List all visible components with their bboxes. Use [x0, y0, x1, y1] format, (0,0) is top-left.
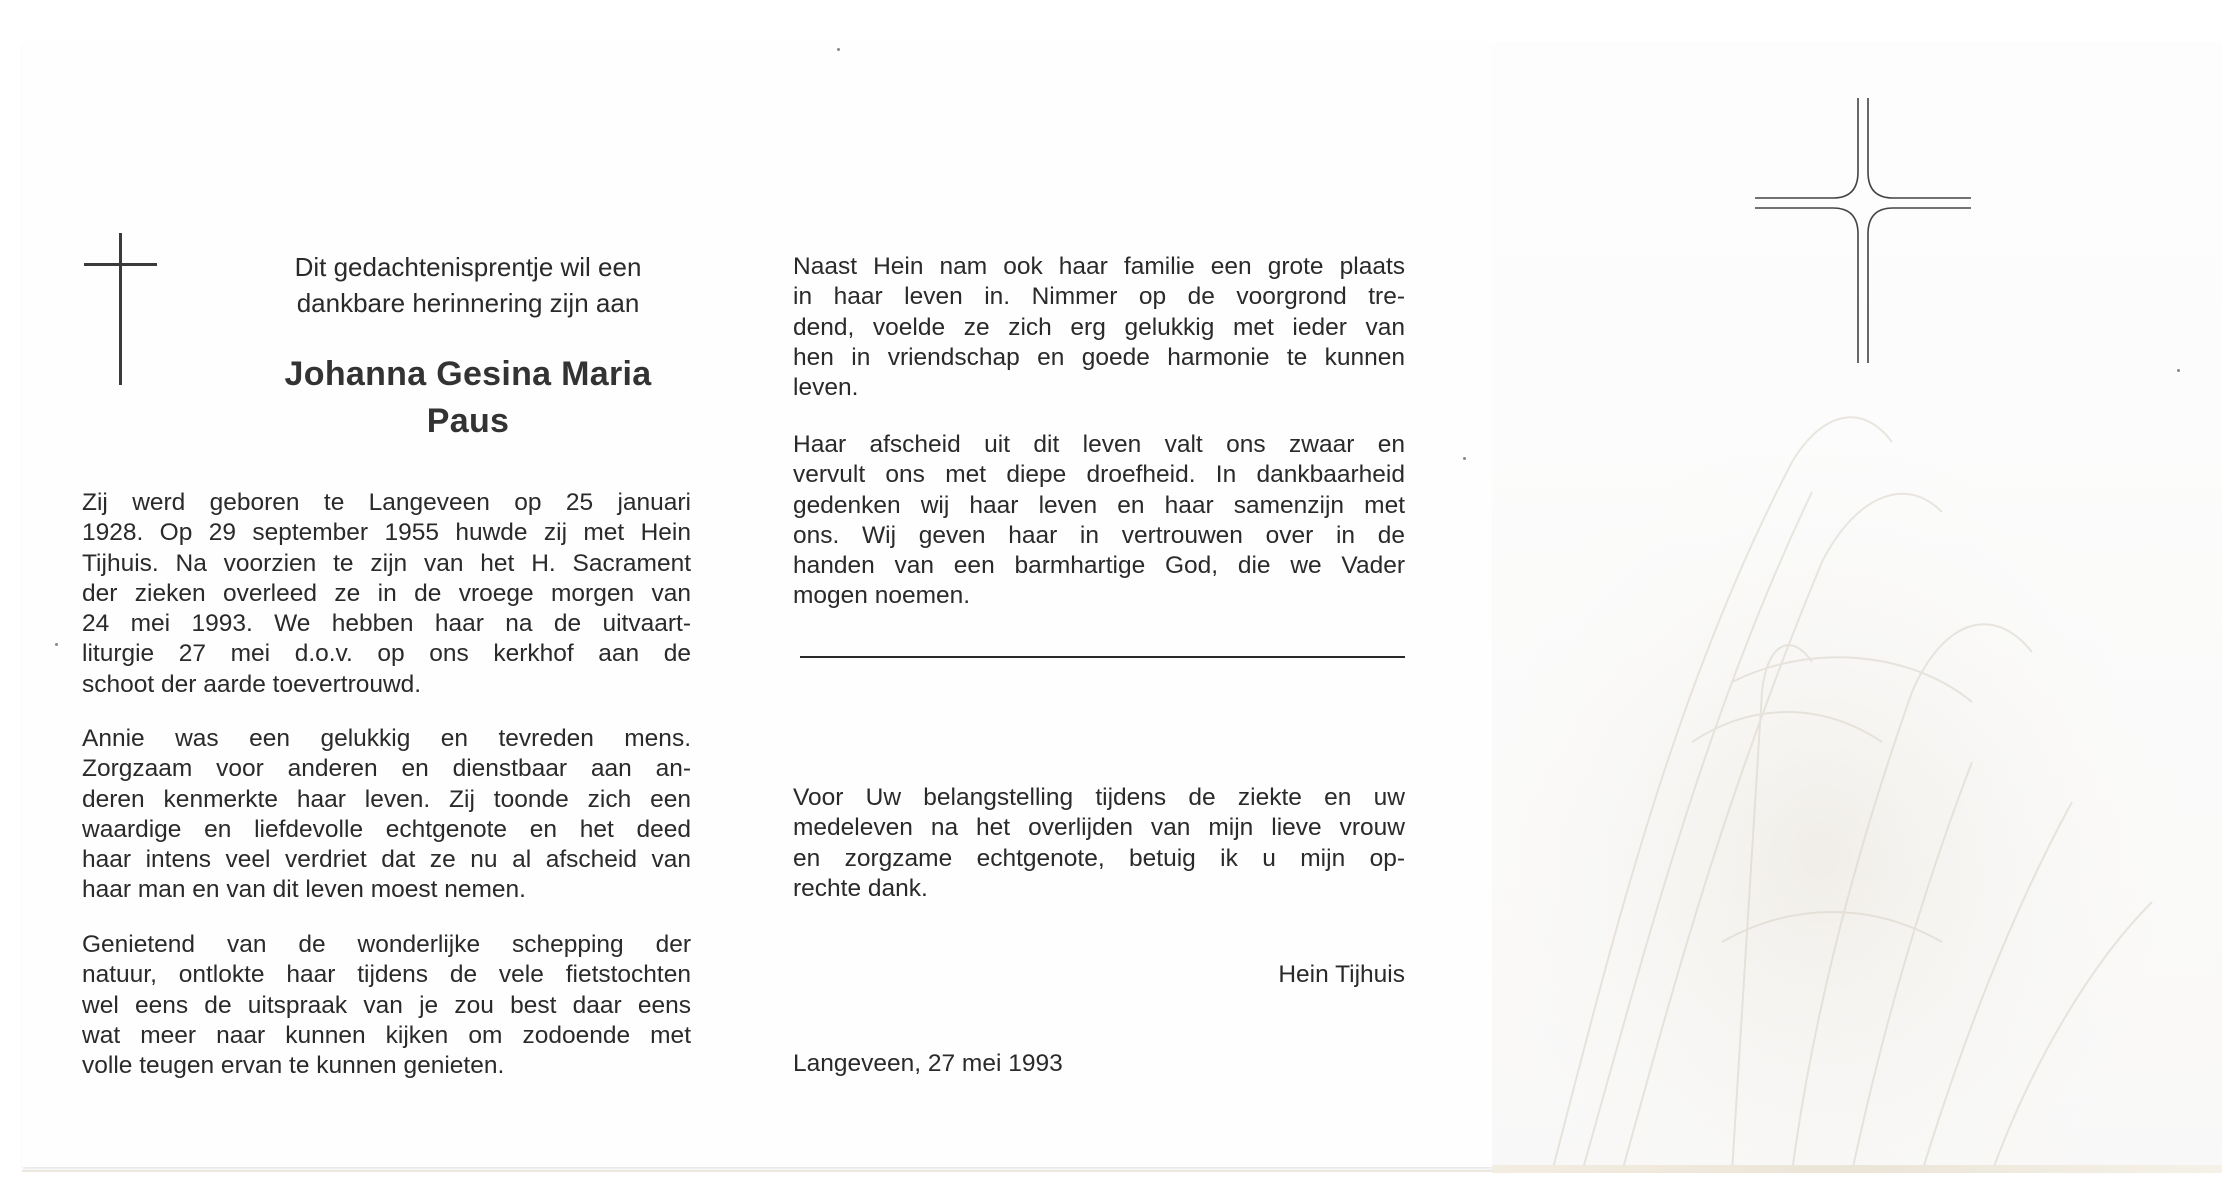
text-line: vervult ons met diepe droefheid. In dankbaarheid	[793, 461, 1405, 489]
text-line: wel eens de uitspraak van je zou best daar eens	[82, 991, 691, 1019]
text-line: Genietend van de wonderlijke schepping der	[82, 931, 691, 958]
text-line: der zieken overleed ze in de vroege morgen van	[82, 579, 691, 607]
text-line: gedenken wij haar leven en haar samenzijn met	[793, 491, 1405, 519]
text-line: 24 mei 1993. We hebben haar na de uitvaart-	[82, 610, 691, 638]
text-line: leven.	[793, 374, 859, 402]
text-line: Zij werd geboren te Langeveen op 25 januari	[82, 489, 691, 516]
text-line: rechte dank.	[793, 874, 928, 902]
deceased-given-names: Johanna Gesina Maria	[284, 355, 652, 393]
text-line: in haar leven in. Nimmer op de voorgrond tre-	[793, 283, 1405, 311]
scan-speck	[2177, 369, 2180, 372]
scan-speck	[55, 643, 58, 646]
text-line: haar intens veel verdriet dat ze nu al afscheid van	[82, 846, 691, 874]
farewell-paragraph	[793, 430, 1405, 612]
intro-line: dankbare herinnering zijn aan	[296, 288, 640, 318]
family-paragraph	[793, 252, 1405, 403]
text-line: ons. Wij geven haar in vertrouwen over in de	[793, 521, 1405, 549]
text-line: deren kenmerkte haar leven. Zij toonde zich een	[82, 785, 691, 813]
intro-text	[246, 249, 690, 321]
deceased-name	[246, 351, 690, 445]
card-edge	[22, 1170, 1492, 1172]
text-line: wat meer naar kunnen kijken om zodoende met	[82, 1021, 691, 1049]
text-line: Annie was een gelukkig en tevreden mens.	[82, 725, 691, 752]
text-line: Zorgzaam voor anderen en dienstbaar aan an-	[82, 755, 691, 783]
text-line: liturgie 27 mei d.o.v. op ons kerkhof aan de	[82, 640, 691, 668]
text-line: mogen noemen.	[793, 582, 971, 610]
signature: Hein Tijhuis	[1278, 961, 1405, 988]
scan-speck	[837, 48, 840, 51]
biography-paragraph	[82, 488, 691, 700]
scan-speck	[1463, 457, 1466, 460]
text-line: Voor Uw belangstelling tijdens de ziekte en uw	[793, 784, 1405, 811]
thanks-paragraph	[793, 783, 1405, 904]
cross-icon	[84, 233, 157, 385]
text-line: 1928. Op 29 september 1955 huwde zij met Hein	[82, 519, 691, 547]
divider-line	[800, 656, 1405, 658]
deceased-surname: Paus	[426, 402, 510, 440]
character-paragraph	[82, 724, 691, 906]
text-line: Haar afscheid uit dit leven valt ons zwaar en	[793, 431, 1405, 458]
text-line: dend, voelde ze zich erg gelukkig met ieder van	[793, 313, 1405, 341]
double-line-cross-icon	[1755, 98, 1975, 366]
place-date: Langeveen, 27 mei 1993	[793, 1050, 1063, 1077]
text-line: hen in vriendschap en goede harmonie te kunnen	[793, 343, 1405, 371]
text-line: volle teugen ervan te kunnen genieten.	[82, 1052, 505, 1080]
text-line: schoot der aarde toevertrouwd.	[82, 670, 422, 698]
nature-paragraph	[82, 930, 691, 1081]
card-edge	[1492, 1165, 2222, 1173]
text-line: Naast Hein nam ook haar familie een grote plaats	[793, 253, 1405, 280]
text-line: Tijhuis. Na voorzien te zijn van het H. Sacrament	[82, 549, 691, 577]
text-line: haar man en van dit leven moest nemen.	[82, 876, 526, 904]
text-line: en zorgzame echtgenote, betuig ik u mijn op-	[793, 844, 1405, 872]
text-line: handen van een barmhartige God, die we Vader	[793, 552, 1405, 580]
text-line: natuur, ontlokte haar tijdens de vele fietstochten	[82, 961, 691, 989]
intro-line: Dit gedachtenisprentje wil een	[294, 252, 642, 282]
text-line: medeleven na het overlijden van mijn lieve vrouw	[793, 814, 1405, 842]
text-line: waardige en liefdevolle echtgenote en het deed	[82, 815, 691, 843]
